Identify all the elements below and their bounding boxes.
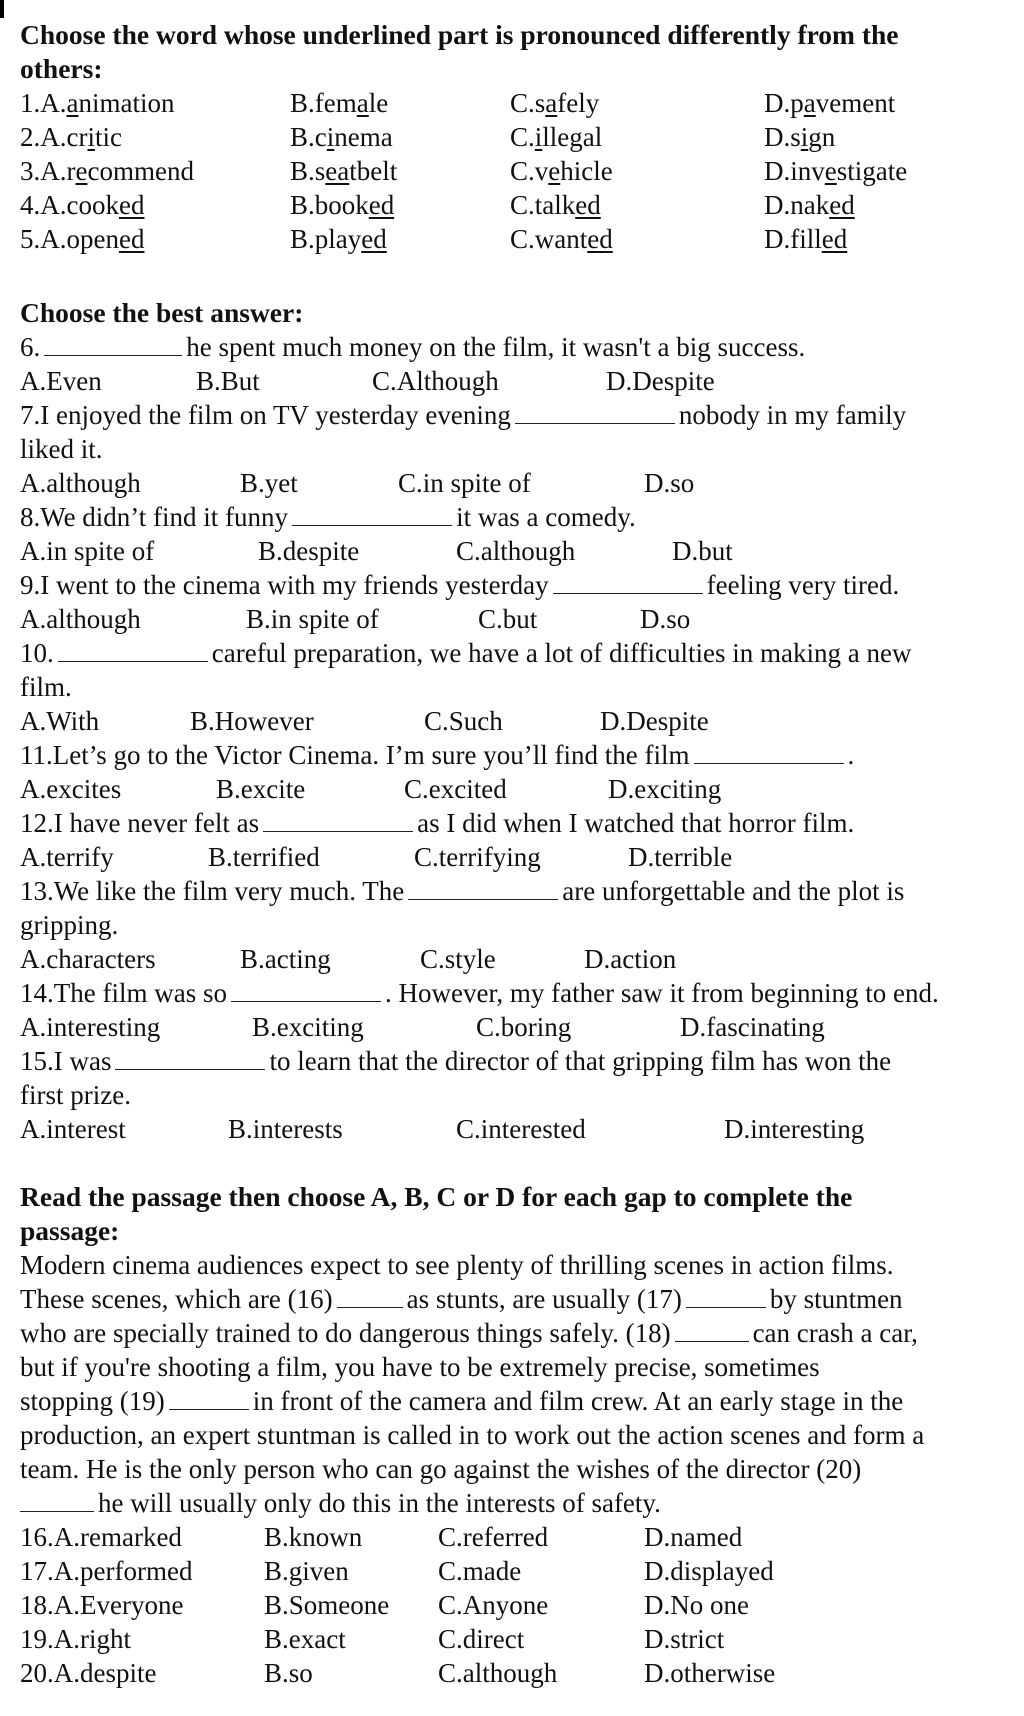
passage-line	[20, 1316, 1016, 1350]
q6-stem-start: 6.	[20, 332, 41, 362]
answer-blank[interactable]	[44, 331, 182, 356]
option-b[interactable]	[290, 188, 394, 222]
q8-stem-start: 8.We didn’t find it funny	[20, 502, 289, 532]
passage-question-19	[20, 1622, 1016, 1656]
option-a[interactable]: 20.A.despite	[20, 1658, 157, 1688]
option-c[interactable]: C.but	[478, 604, 538, 634]
q7-stem-start: 7.I enjoyed the film on TV yesterday evening	[20, 400, 511, 430]
q6-stem-end: he spent much money on the film, it wasn't a big success.	[186, 332, 806, 362]
word-part: C.want	[510, 224, 588, 254]
word-part: B.c	[290, 122, 327, 152]
option-d[interactable]: D.named	[644, 1522, 743, 1552]
q7-options	[20, 466, 1016, 500]
option-b[interactable]	[290, 222, 387, 256]
passage-text: can crash a car,	[752, 1318, 918, 1348]
question-14	[20, 976, 1016, 1010]
option-d[interactable]	[764, 86, 895, 120]
passage-text: he will usually only do this in the interests of safety.	[98, 1488, 661, 1518]
word-part: C.s	[510, 88, 546, 118]
option-d[interactable]: D.displayed	[644, 1556, 774, 1586]
question-9	[20, 568, 1016, 602]
underlined-part: ed	[118, 190, 145, 220]
option-c[interactable]: C.referred	[438, 1522, 549, 1552]
word-part: B.play	[290, 224, 362, 254]
underlined-part: e	[824, 156, 837, 186]
q10-options	[20, 704, 1016, 738]
option-d[interactable]	[764, 154, 907, 188]
q11-stem-end: .	[847, 740, 855, 770]
option-c[interactable]	[510, 154, 613, 188]
q14-stem-start: 14.The film was so	[20, 978, 227, 1008]
question-number: 3.	[20, 156, 41, 186]
option-b[interactable]: B.exciting	[252, 1012, 364, 1042]
corner-mark	[0, 0, 4, 18]
word-part: A.r	[40, 156, 76, 186]
option-c[interactable]: C.style	[420, 944, 496, 974]
option-c[interactable]: C.Anyone	[438, 1590, 549, 1620]
underlined-part: a	[356, 88, 369, 118]
passage-question-18	[20, 1588, 1016, 1622]
q13-options	[20, 942, 1016, 976]
passage-text: who are specially trained to do dangerous things safely. (18)	[20, 1318, 671, 1348]
option-b[interactable]: B.known	[264, 1522, 363, 1552]
passage-line	[20, 1282, 1016, 1316]
answer-blank[interactable]	[694, 739, 844, 764]
option-c[interactable]: C.excited	[404, 774, 507, 804]
question-8	[20, 500, 1016, 534]
passage-text: as stunts, are usually (17)	[406, 1284, 682, 1314]
option-a[interactable]: 19.A.right	[20, 1624, 131, 1654]
question-15	[20, 1044, 1016, 1078]
option-d[interactable]: D.exciting	[608, 774, 722, 804]
option-b[interactable]: B.terrified	[208, 842, 320, 872]
section2-heading: Choose the best answer:	[20, 297, 304, 328]
passage-text: in front of the camera and film crew. At an early stage in the	[252, 1386, 904, 1416]
word-part: B.fem	[290, 88, 357, 118]
option-b[interactable]	[290, 86, 388, 120]
q9-stem-start: 9.I went to the cinema with my friends yesterday	[20, 570, 549, 600]
underlined-part: ed	[368, 190, 395, 220]
answer-blank[interactable]	[515, 399, 675, 424]
option-c[interactable]: C.in spite of	[398, 468, 531, 498]
q8-stem-end: it was a comedy.	[456, 502, 636, 532]
option-d[interactable]	[764, 222, 847, 256]
word-part: D.fill	[764, 224, 822, 254]
passage-line: team. He is the only person who can go against the wishes of the director (20)	[20, 1454, 862, 1484]
option-b[interactable]: B.acting	[240, 944, 331, 974]
option-b[interactable]	[290, 154, 397, 188]
option-a[interactable]: A.characters	[20, 944, 156, 974]
option-c[interactable]: C.although	[438, 1658, 558, 1688]
word-part: hicle	[560, 156, 613, 186]
q15-stem-end: to learn that the director of that gripping film has won the	[269, 1046, 892, 1076]
passage-question-16	[20, 1520, 1016, 1554]
option-a[interactable]: 16.A.remarked	[20, 1522, 182, 1552]
question-11	[20, 738, 1016, 772]
word-part: C.v	[510, 156, 549, 186]
question-12	[20, 806, 1016, 840]
word-part: A.cr	[40, 122, 88, 152]
passage-question-17	[20, 1554, 1016, 1588]
option-c[interactable]	[510, 120, 602, 154]
gap-16-blank[interactable]	[337, 1283, 403, 1308]
option-a[interactable]: 18.A.Everyone	[20, 1590, 184, 1620]
underlined-part: a	[545, 88, 558, 118]
passage-line	[20, 1486, 1016, 1520]
option-d[interactable]: D.so	[644, 468, 695, 498]
passage-line: but if you're shooting a film, you have to be extremely precise, sometimes	[20, 1352, 820, 1382]
underlined-part: i	[87, 122, 95, 152]
option-d[interactable]	[764, 188, 855, 222]
option-a[interactable]	[20, 86, 174, 120]
option-b[interactable]: B.given	[264, 1556, 349, 1586]
q13-stem-start: 13.We like the film very much. The	[20, 876, 405, 906]
q15-options	[20, 1112, 1016, 1146]
underlined-part: ed	[829, 190, 855, 220]
option-a[interactable]	[20, 222, 144, 256]
underlined-part: a	[66, 88, 79, 118]
option-c[interactable]: C.although	[456, 536, 576, 566]
question-number: 2.	[20, 122, 41, 152]
underlined-part: a	[803, 88, 816, 118]
underlined-part: ed	[587, 224, 613, 254]
q11-stem-start: 11.Let’s go to the Victor Cinema. I’m sure you’ll find the film	[20, 740, 690, 770]
q7-stem-end: nobody in my family	[678, 400, 907, 430]
word-part: fely	[557, 88, 600, 118]
underlined-part: i	[326, 122, 335, 152]
q12-options	[20, 840, 1016, 874]
q8-options	[20, 534, 1016, 568]
question-6	[20, 330, 1016, 364]
answer-blank[interactable]	[292, 501, 452, 526]
option-c[interactable]: C.boring	[476, 1012, 572, 1042]
option-a[interactable]	[20, 154, 194, 188]
passage-line: production, an expert stuntman is called in to work out the action scenes and form a	[20, 1420, 925, 1450]
option-a[interactable]: A.interesting	[20, 1012, 161, 1042]
word-part: D.s	[764, 122, 801, 152]
option-b[interactable]: B.However	[190, 706, 314, 736]
word-part: C.	[510, 122, 535, 152]
q14-options	[20, 1010, 1016, 1044]
question-7	[20, 398, 1016, 432]
q13-stem-cont: gripping.	[20, 910, 119, 940]
word-part: D.inv	[764, 156, 825, 186]
option-c[interactable]: C.Such	[424, 706, 503, 736]
option-a[interactable]	[20, 188, 144, 222]
answer-blank[interactable]	[58, 637, 208, 662]
option-b[interactable]: B.yet	[240, 468, 298, 498]
word-part: nimation	[78, 88, 175, 118]
question-number: 1.	[20, 88, 41, 118]
passage-text: These scenes, which are (16)	[20, 1284, 333, 1314]
word-part: nema	[334, 122, 393, 152]
gap-20-blank[interactable]	[20, 1487, 94, 1512]
word-part: D.nak	[764, 190, 830, 220]
answer-blank[interactable]	[231, 977, 381, 1002]
option-c[interactable]	[510, 222, 613, 256]
option-d[interactable]: D.strict	[644, 1624, 725, 1654]
option-a[interactable]: A.in spite of	[20, 536, 155, 566]
option-d[interactable]: D.Despite	[600, 706, 709, 736]
pronunciation-question-5	[20, 222, 1016, 256]
underlined-part: e	[75, 156, 88, 186]
q7-stem-cont: liked it.	[20, 434, 103, 464]
option-b[interactable]: B.But	[196, 366, 260, 396]
answer-blank[interactable]	[553, 569, 703, 594]
word-part: stigate	[836, 156, 908, 186]
option-d[interactable]: D.fascinating	[680, 1012, 825, 1042]
answer-blank[interactable]	[408, 875, 558, 900]
passage-line: Modern cinema audiences expect to see plenty of thrilling scenes in action films.	[20, 1250, 894, 1280]
option-d[interactable]: D.otherwise	[644, 1658, 776, 1688]
passage-text: stopping (19)	[20, 1386, 165, 1416]
option-c[interactable]: C.direct	[438, 1624, 525, 1654]
underlined-part: i	[800, 122, 809, 152]
option-c[interactable]: C.Although	[372, 366, 499, 396]
q13-stem-end: are unforgettable and the plot is	[562, 876, 905, 906]
option-b[interactable]	[290, 120, 393, 154]
word-part: tic	[95, 122, 122, 152]
option-a[interactable]: A.terrify	[20, 842, 114, 872]
section3-heading: Read the passage then choose A, B, C or D for each gap to complete the	[20, 1181, 853, 1212]
word-part: llegal	[542, 122, 603, 152]
word-part: A.	[40, 88, 67, 118]
option-a[interactable]: A.excites	[20, 774, 122, 804]
q10-stem-start: 10.	[20, 638, 54, 668]
word-part: A.open	[40, 224, 119, 254]
option-c[interactable]	[510, 86, 599, 120]
q9-options	[20, 602, 1016, 636]
option-b[interactable]: B.in spite of	[246, 604, 379, 634]
passage-line	[20, 1384, 1016, 1418]
question-number: 4.	[20, 190, 41, 220]
word-part: B.s	[290, 156, 326, 186]
underlined-part: i	[534, 122, 543, 152]
pronunciation-question-4	[20, 188, 1016, 222]
answer-blank[interactable]	[115, 1045, 265, 1070]
gap-19-blank[interactable]	[169, 1385, 249, 1410]
q10-stem-end: careful preparation, we have a lot of difficulties in making a new	[211, 638, 912, 668]
option-d[interactable]: D.interesting	[724, 1114, 865, 1144]
question-10	[20, 636, 1016, 670]
option-d[interactable]: D.No one	[644, 1590, 749, 1620]
word-part: gn	[808, 122, 836, 152]
option-a[interactable]: 17.A.performed	[20, 1556, 193, 1586]
q9-stem-end: feeling very tired.	[706, 570, 900, 600]
option-b[interactable]: B.excite	[216, 774, 306, 804]
option-b[interactable]: B.interests	[228, 1114, 343, 1144]
option-c[interactable]: C.made	[438, 1556, 522, 1586]
option-b[interactable]: B.despite	[258, 536, 360, 566]
option-c[interactable]: C.interested	[456, 1114, 586, 1144]
q15-stem-start: 15.I was	[20, 1046, 112, 1076]
option-c[interactable]	[510, 188, 601, 222]
pronunciation-question-3	[20, 154, 1016, 188]
option-a[interactable]	[20, 120, 122, 154]
passage-question-20	[20, 1656, 1016, 1690]
question-13	[20, 874, 1016, 908]
option-a[interactable]: A.although	[20, 604, 141, 634]
underlined-part: ed	[821, 224, 848, 254]
word-part: B.book	[290, 190, 369, 220]
option-b[interactable]: B.Someone	[264, 1590, 390, 1620]
q11-options	[20, 772, 1016, 806]
q10-stem-cont: film.	[20, 672, 72, 702]
gap-17-blank[interactable]	[686, 1283, 766, 1308]
option-d[interactable]: D.so	[640, 604, 691, 634]
option-a[interactable]: A.interest	[20, 1114, 126, 1144]
underlined-part: ed	[361, 224, 387, 254]
q12-stem-start: 12.I have never felt as	[20, 808, 260, 838]
option-d[interactable]: D.but	[672, 536, 733, 566]
word-part: C.talk	[510, 190, 576, 220]
answer-blank[interactable]	[263, 807, 413, 832]
q14-stem-end: . However, my father saw it from beginning to end.	[384, 978, 939, 1008]
underlined-part: ed	[118, 224, 145, 254]
section3-heading-cont: passage:	[20, 1215, 120, 1246]
word-part: commend	[87, 156, 194, 186]
q15-stem-cont: first prize.	[20, 1080, 131, 1110]
pronunciation-question-2	[20, 120, 1016, 154]
section1-heading-cont: others:	[20, 53, 103, 84]
word-part: A.cook	[40, 190, 119, 220]
option-b[interactable]: B.so	[264, 1658, 313, 1688]
option-a[interactable]: A.Even	[20, 366, 102, 396]
section1-heading: Choose the word whose underlined part is pronounced differently from the	[20, 19, 899, 50]
question-number: 5.	[20, 224, 41, 254]
word-part: D.p	[764, 88, 804, 118]
q6-options	[20, 364, 1016, 398]
option-c[interactable]: C.terrifying	[414, 842, 541, 872]
option-d[interactable]: D.terrible	[628, 842, 733, 872]
word-part: tbelt	[349, 156, 398, 186]
passage-text: by stuntmen	[769, 1284, 903, 1314]
pronunciation-question-1	[20, 86, 1016, 120]
option-a[interactable]: A.With	[20, 706, 100, 736]
q12-stem-end: as I did when I watched that horror film.	[417, 808, 855, 838]
underlined-part: ed	[575, 190, 601, 220]
word-part: vement	[815, 88, 896, 118]
option-d[interactable]: D.action	[584, 944, 677, 974]
gap-18-blank[interactable]	[675, 1317, 749, 1342]
option-d[interactable]: D.Despite	[606, 366, 715, 396]
word-part: le	[368, 88, 389, 118]
option-d[interactable]	[764, 120, 835, 154]
underlined-part: e	[548, 156, 561, 186]
option-a[interactable]: A.although	[20, 468, 141, 498]
underlined-part: ea	[325, 156, 350, 186]
option-b[interactable]: B.exact	[264, 1624, 346, 1654]
